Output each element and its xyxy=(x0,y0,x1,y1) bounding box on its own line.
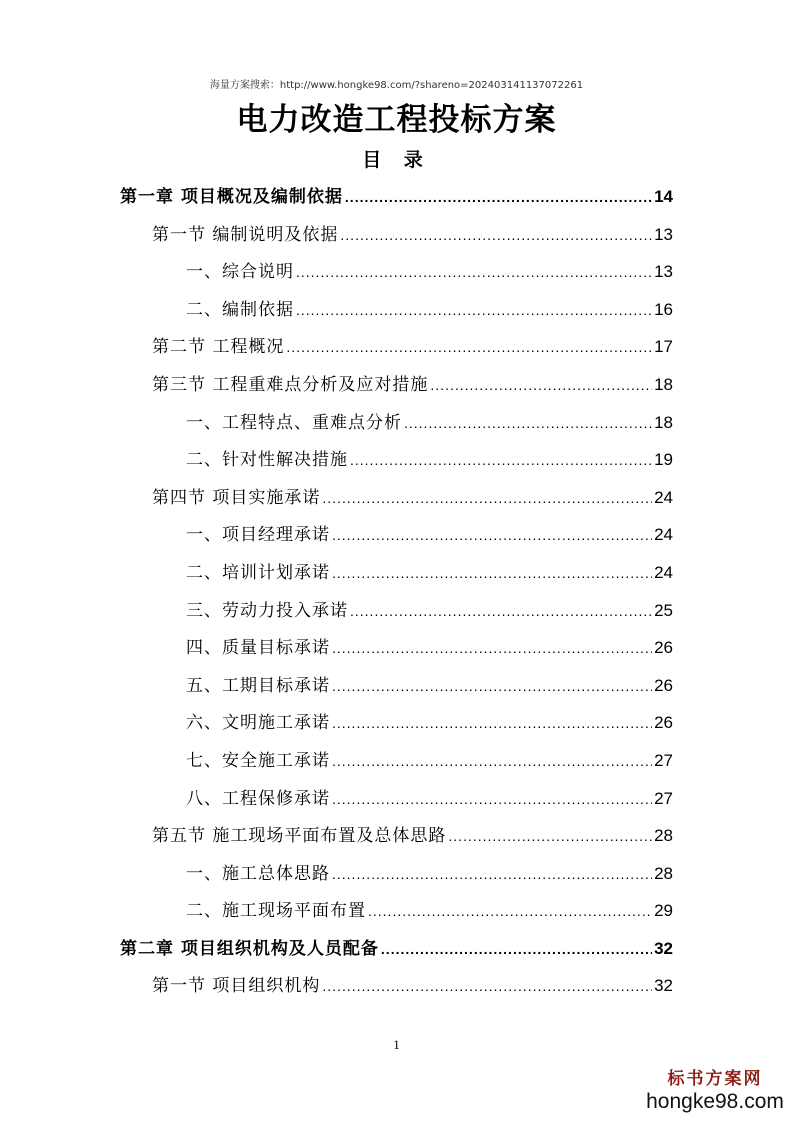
toc-entry[interactable] xyxy=(120,967,673,1005)
toc-dot-leader xyxy=(332,668,652,706)
toc-dot-leader xyxy=(332,856,652,894)
toc-dot-leader xyxy=(332,630,652,668)
toc-entry-page: 24 xyxy=(654,562,673,582)
toc-entry-label: 二、编制依据 xyxy=(186,299,294,320)
toc-entry-page: 26 xyxy=(654,675,673,695)
toc-entry-label: 四、质量目标承诺 xyxy=(186,638,330,659)
toc-entry[interactable] xyxy=(120,366,673,404)
table-of-contents xyxy=(120,178,673,1005)
toc-entry-label: 六、文明施工承诺 xyxy=(186,713,330,734)
toc-dot-leader xyxy=(430,367,652,405)
toc-dot-leader xyxy=(345,179,652,217)
toc-entry[interactable] xyxy=(120,892,673,930)
toc-entry[interactable] xyxy=(120,780,673,818)
toc-entry-page: 26 xyxy=(654,713,673,733)
toc-dot-leader xyxy=(332,555,652,593)
toc-entry-label: 第一节 项目组织机构 xyxy=(152,976,321,997)
toc-dot-leader xyxy=(368,893,652,931)
toc-dot-leader xyxy=(322,480,652,518)
toc-entry[interactable] xyxy=(120,479,673,517)
toc-entry-page: 16 xyxy=(654,299,673,319)
toc-entry-label: 三、劳动力投入承诺 xyxy=(186,600,348,621)
toc-dot-leader xyxy=(350,442,652,480)
toc-entry[interactable] xyxy=(120,178,673,216)
toc-entry-label: 第二节 工程概况 xyxy=(152,337,285,358)
toc-entry-label: 五、工期目标承诺 xyxy=(186,675,330,696)
toc-entry-page: 18 xyxy=(654,374,673,394)
toc-entry-label: 二、培训计划承诺 xyxy=(186,562,330,583)
toc-entry[interactable] xyxy=(120,404,673,442)
toc-entry-page: 17 xyxy=(654,337,673,357)
toc-entry-page: 19 xyxy=(654,450,673,470)
toc-entry-label: 第二章 项目组织机构及人员配备 xyxy=(120,938,379,959)
brand-watermark xyxy=(640,1068,790,1114)
toc-dot-leader xyxy=(340,217,652,255)
toc-entry-label: 第三节 工程重难点分析及应对措施 xyxy=(152,374,429,395)
toc-entry-label: 第一章 项目概况及编制依据 xyxy=(120,187,343,207)
toc-entry[interactable] xyxy=(120,554,673,592)
toc-entry-page: 28 xyxy=(654,863,673,883)
toc-dot-leader xyxy=(322,968,652,1006)
toc-entry-page: 27 xyxy=(654,788,673,808)
toc-dot-leader xyxy=(404,405,652,443)
toc-entry[interactable] xyxy=(120,855,673,893)
toc-dot-leader xyxy=(448,818,652,856)
brand-watermark-en: hongke98.com xyxy=(646,1090,784,1113)
toc-entry[interactable] xyxy=(120,667,673,705)
toc-entry-page: 14 xyxy=(654,187,673,206)
toc-entry-label: 一、工程特点、重难点分析 xyxy=(186,412,402,433)
toc-entry[interactable] xyxy=(120,817,673,855)
toc-entry-page: 24 xyxy=(654,525,673,545)
toc-entry-page: 29 xyxy=(654,901,673,921)
toc-entry[interactable] xyxy=(120,441,673,479)
toc-entry[interactable] xyxy=(120,516,673,554)
toc-entry-label: 第四节 项目实施承诺 xyxy=(152,487,321,508)
toc-heading: 目 录 xyxy=(362,149,431,171)
toc-entry-label: 二、施工现场平面布置 xyxy=(186,901,366,922)
toc-dot-leader xyxy=(296,292,652,330)
toc-entry-label: 七、安全施工承诺 xyxy=(186,750,330,771)
toc-entry-page: 18 xyxy=(654,412,673,432)
toc-entry-label: 二、针对性解决措施 xyxy=(186,450,348,471)
toc-dot-leader xyxy=(332,705,652,743)
toc-entry-page: 24 xyxy=(654,487,673,507)
toc-dot-leader xyxy=(350,593,652,631)
toc-entry-page: 32 xyxy=(654,938,673,958)
toc-entry[interactable] xyxy=(120,592,673,630)
toc-entry[interactable] xyxy=(120,216,673,254)
header-search-url: 海量方案搜索：http://www.hongke98.com/?shareno=202403141137072261 xyxy=(209,80,584,91)
toc-entry[interactable] xyxy=(120,742,673,780)
toc-entry-page: 26 xyxy=(654,638,673,658)
toc-entry-page: 25 xyxy=(654,600,673,620)
toc-entry-page: 13 xyxy=(654,262,673,282)
toc-entry-page: 13 xyxy=(654,224,673,244)
toc-entry-page: 32 xyxy=(654,976,673,996)
toc-entry-label: 第五节 施工现场平面布置及总体思路 xyxy=(152,826,447,847)
toc-entry-label: 一、综合说明 xyxy=(186,262,294,283)
toc-dot-leader xyxy=(296,254,652,292)
toc-dot-leader xyxy=(332,743,652,781)
toc-entry-page: 28 xyxy=(654,826,673,846)
toc-entry[interactable] xyxy=(120,291,673,329)
toc-entry[interactable] xyxy=(120,930,673,968)
toc-entry-label: 八、工程保修承诺 xyxy=(186,788,330,809)
toc-entry-label: 一、项目经理承诺 xyxy=(186,525,330,546)
toc-entry-page: 27 xyxy=(654,750,673,770)
toc-dot-leader xyxy=(332,781,652,819)
page-number: 1 xyxy=(393,1037,400,1052)
toc-entry-label: 一、施工总体思路 xyxy=(186,863,330,884)
toc-dot-leader xyxy=(381,931,652,969)
toc-dot-leader xyxy=(332,517,652,555)
toc-dot-leader xyxy=(286,329,652,367)
brand-watermark-cn: 标书方案网 xyxy=(667,1069,763,1089)
toc-entry[interactable] xyxy=(120,629,673,667)
document-title: 电力改造工程投标方案 xyxy=(236,102,557,138)
toc-entry[interactable] xyxy=(120,328,673,366)
toc-entry[interactable] xyxy=(120,253,673,291)
toc-entry-label: 第一节 编制说明及依据 xyxy=(152,224,339,245)
toc-entry[interactable] xyxy=(120,704,673,742)
